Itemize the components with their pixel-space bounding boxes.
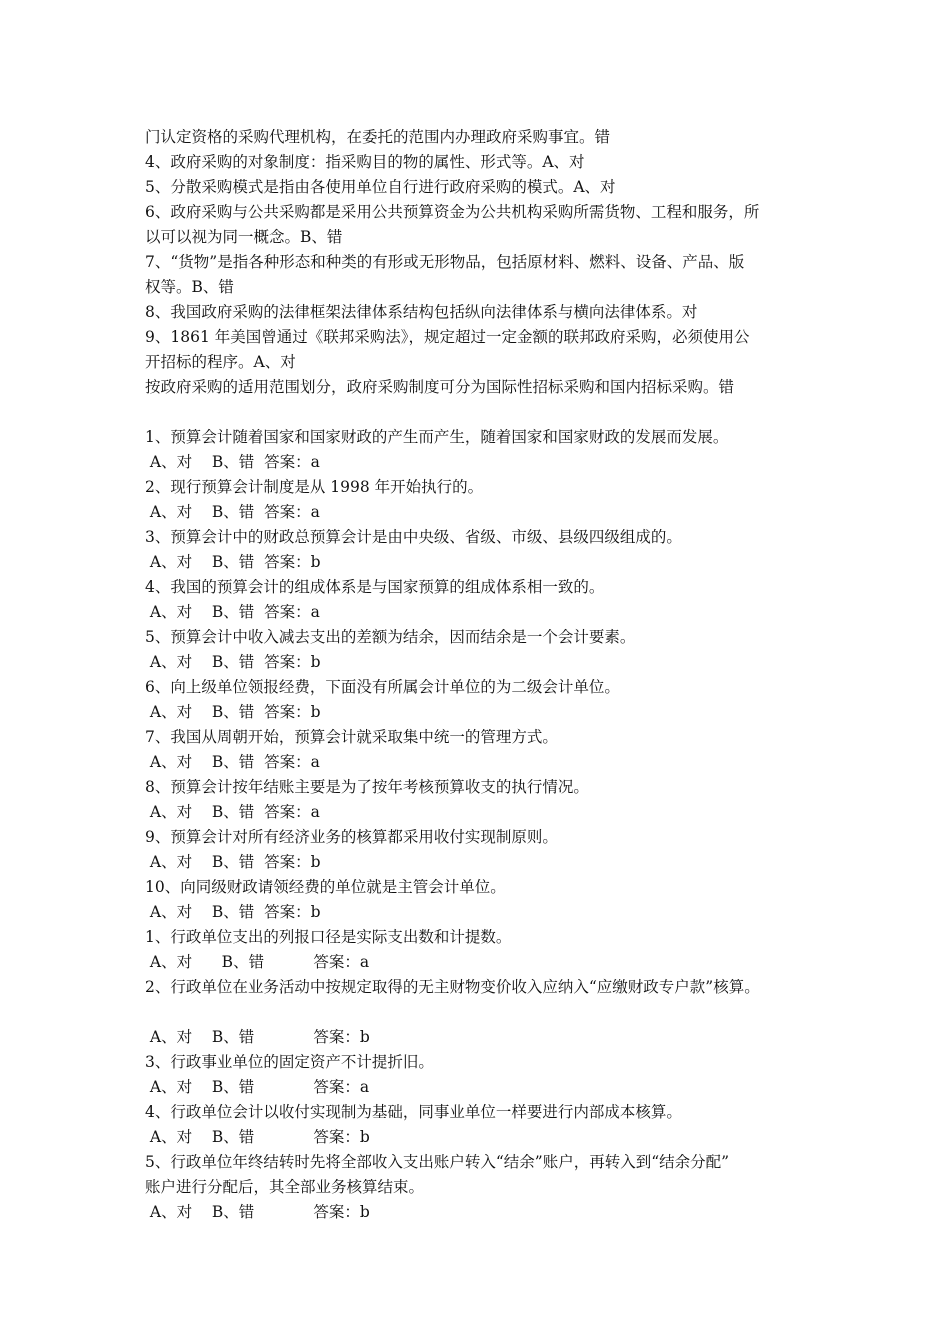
- text-line: 5、分散采购模式是指由各使用单位自行进行政府采购的模式。A、对: [145, 178, 616, 196]
- text-line: 6、政府采购与公共采购都是采用公共预算资金为公共机构采购所需货物、工程和服务，所: [145, 203, 760, 221]
- text-line: 8、我国政府采购的法律框架法律体系结构包括纵向法律体系与横向法律体系。对: [145, 303, 698, 321]
- text-line: 按政府采购的适用范围划分，政府采购制度可分为国际性招标采购和国内招标采购。错: [145, 378, 735, 396]
- text-line: 9、1861 年美国曾通过《联邦采购法》，规定超过一定金额的联邦政府采购，必须使用公: [145, 328, 750, 346]
- blank-line: [145, 1000, 835, 1025]
- answer-line: A、对 B、错 答案：b: [145, 903, 321, 921]
- text-line: 权等。B、错: [145, 278, 234, 296]
- answer-line: A、对 B、错 答案：a: [145, 953, 370, 971]
- question-line: 5、预算会计中收入减去支出的差额为结余，因而结余是一个会计要素。: [145, 628, 636, 646]
- answer-line: A、对 B、错 答案：b: [145, 703, 321, 721]
- question-line: 10、向同级财政请领经费的单位就是主管会计单位。: [145, 878, 506, 896]
- answer-line: A、对 B、错 答案：a: [145, 753, 320, 771]
- question-line: 1、预算会计随着国家和国家财政的产生而产生，随着国家和国家财政的发展而发展。: [145, 428, 729, 446]
- answer-line: A、对 B、错 答案：b: [145, 553, 321, 571]
- question-line: 4、行政单位会计以收付实现制为基础，同事业单位一样要进行内部成本核算。: [145, 1103, 682, 1121]
- blank-line: [145, 400, 835, 425]
- question-line: 3、行政事业单位的固定资产不计提折旧。: [145, 1053, 434, 1071]
- question-line: 账户进行分配后，其全部业务核算结束。: [145, 1178, 425, 1196]
- text-line: 开招标的程序。A、对: [145, 353, 296, 371]
- answer-line: A、对 B、错 答案：b: [145, 653, 321, 671]
- answer-line: A、对 B、错 答案：b: [145, 1128, 370, 1146]
- answer-line: A、对 B、错 答案：b: [145, 1028, 370, 1046]
- answer-line: A、对 B、错 答案：b: [145, 853, 321, 871]
- answer-line: A、对 B、错 答案：a: [145, 453, 320, 471]
- question-line: 1、行政单位支出的列报口径是实际支出数和计提数。: [145, 928, 512, 946]
- text-line: 门认定资格的采购代理机构，在委托的范围内办理政府采购事宜。错: [145, 128, 611, 146]
- question-line: 2、行政单位在业务活动中按规定取得的无主财物变价收入应纳入“应缴财政专户款”核算。: [145, 978, 760, 996]
- answer-line: A、对 B、错 答案：a: [145, 803, 320, 821]
- question-line: 2、现行预算会计制度是从 1998 年开始执行的。: [145, 478, 484, 496]
- answer-line: A、对 B、错 答案：b: [145, 1203, 370, 1221]
- text-line: 7、“货物”是指各种形态和种类的有形或无形物品，包括原材料、燃料、设备、产品、版: [145, 253, 745, 271]
- answer-line: A、对 B、错 答案：a: [145, 1078, 370, 1096]
- text-line: 4、政府采购的对象制度：指采购目的物的属性、形式等。A、对: [145, 153, 585, 171]
- question-line: 9、预算会计对所有经济业务的核算都采用收付实现制原则。: [145, 828, 558, 846]
- question-line: 8、预算会计按年结账主要是为了按年考核预算收支的执行情况。: [145, 778, 589, 796]
- question-line: 3、预算会计中的财政总预算会计是由中央级、省级、市级、县级四级组成的。: [145, 528, 682, 546]
- document-page: [145, 125, 835, 1225]
- question-line: 6、向上级单位领报经费，下面没有所属会计单位的为二级会计单位。: [145, 678, 620, 696]
- question-line: 7、我国从周朝开始，预算会计就采取集中统一的管理方式。: [145, 728, 558, 746]
- answer-line: A、对 B、错 答案：a: [145, 503, 320, 521]
- text-line: 以可以视为同一概念。B、错: [145, 228, 343, 246]
- answer-line: A、对 B、错 答案：a: [145, 603, 320, 621]
- question-line: 4、我国的预算会计的组成体系是与国家预算的组成体系相一致的。: [145, 578, 605, 596]
- question-line: 5、行政单位年终结转时先将全部收入支出账户转入“结余”账户，再转入到“结余分配”: [145, 1153, 730, 1171]
